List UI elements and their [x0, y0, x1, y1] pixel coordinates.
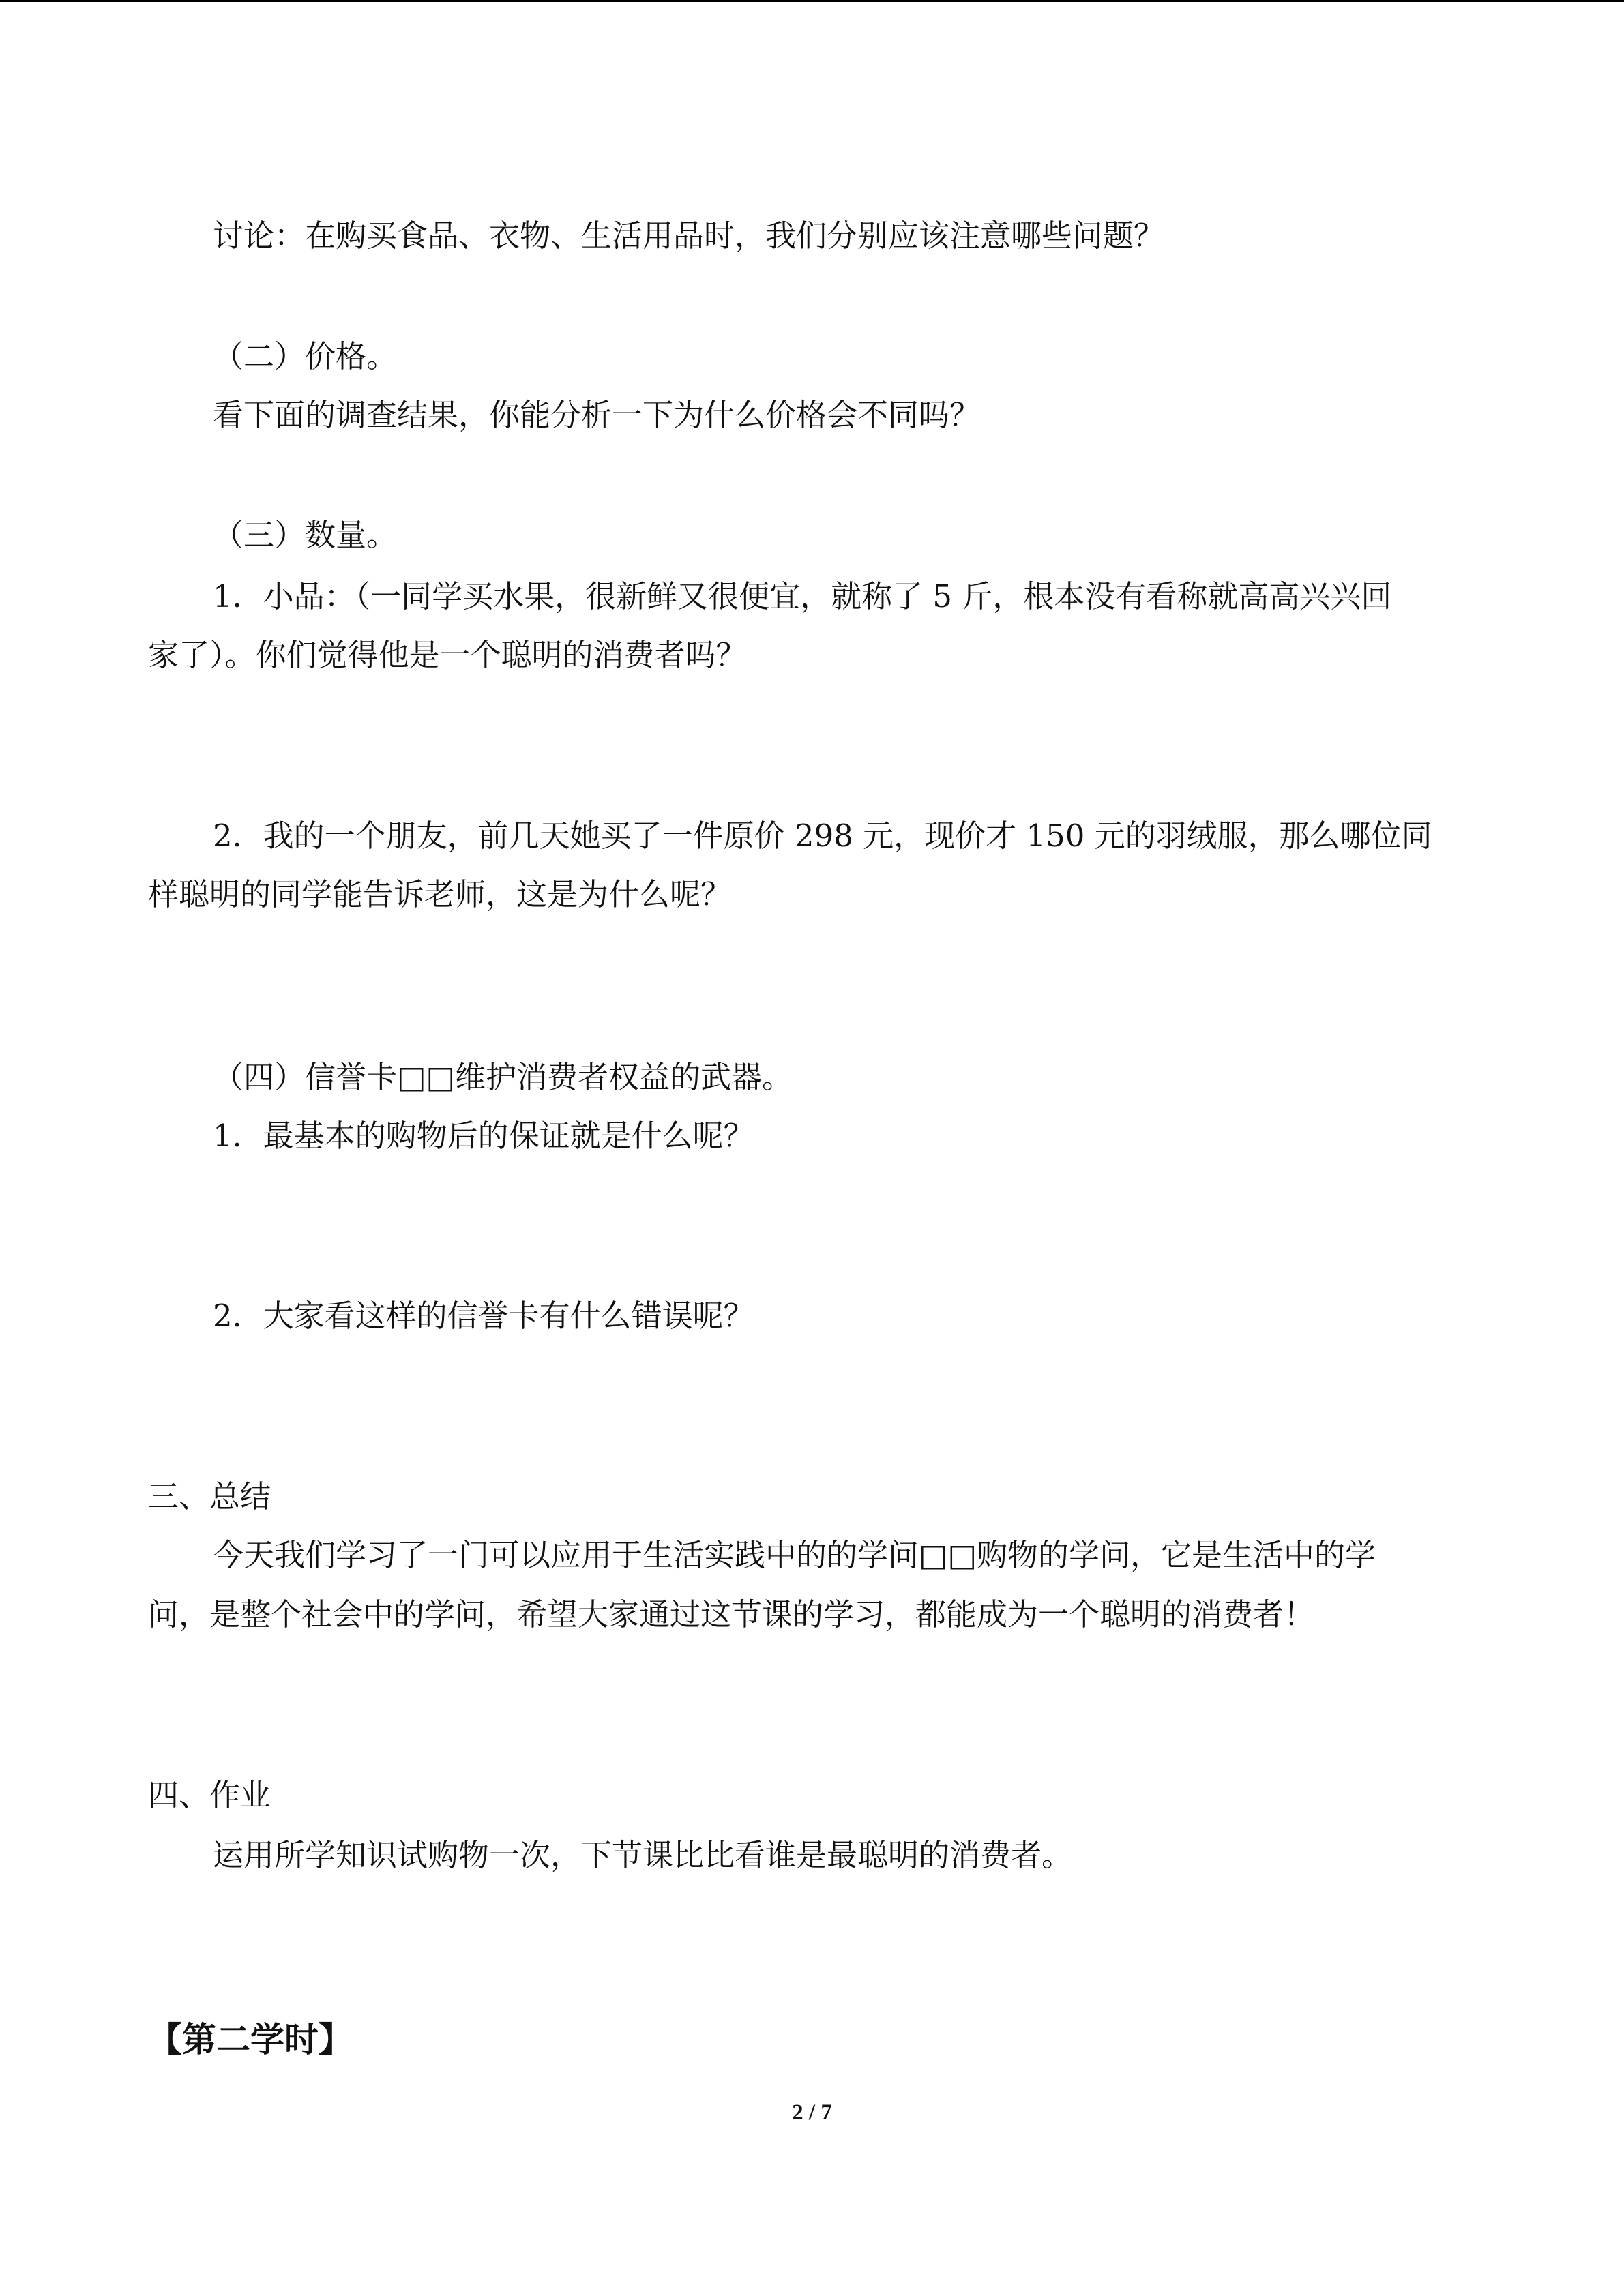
credit-card-item2: 2．大家看这样的信誉卡有什么错误呢？ [213, 1298, 754, 1334]
quantity-heading: （三）数量。 [213, 517, 398, 553]
summary-line1: 今天我们学习了一门可以应用于生活实践中的的学问□□购物的学问，它是生活中的学 [213, 1537, 1376, 1573]
discussion-text: 讨论：在购买食品、衣物、生活用品时，我们分别应该注意哪些问题？ [213, 218, 1165, 254]
quantity-item2-line1: 2．我的一个朋友，前几天她买了一件原价 298 元，现价才 150 元的羽绒服，那么哪位同 [213, 818, 1432, 854]
page-top-border [0, 0, 1624, 2]
summary-line2: 问，是整个社会中的学问，希望大家通过这节课的学习，都能成为一个聪明的消费者！ [148, 1596, 1315, 1632]
credit-card-heading: （四）信誉卡□□维护消费者权益的武器。 [213, 1059, 793, 1095]
section-title: 【第二学时】 [148, 2019, 353, 2059]
summary-heading: 三、总结 [148, 1478, 271, 1515]
price-text: 看下面的调查结果，你能分析一下为什么价格会不同吗？ [213, 397, 981, 433]
credit-card-item1: 1．最基本的购物后的保证就是什么呢？ [213, 1118, 754, 1154]
homework-text: 运用所学知识试购物一次，下节课比比看谁是最聪明的消费者。 [213, 1837, 1073, 1873]
quantity-item2-line2: 样聪明的同学能告诉老师，这是为什么呢？ [148, 876, 732, 912]
quantity-item1-line1: 1．小品：（一同学买水果，很新鲜又很便宜，就称了 5 斤，根本没有看称就高高兴兴回 [213, 578, 1392, 614]
price-heading: （二）价格。 [213, 338, 398, 374]
quantity-item1-line2: 家了）。你们觉得他是一个聪明的消费者吗？ [148, 637, 747, 673]
page-number: 2 / 7 [792, 2100, 832, 2125]
homework-heading: 四、作业 [148, 1777, 271, 1813]
